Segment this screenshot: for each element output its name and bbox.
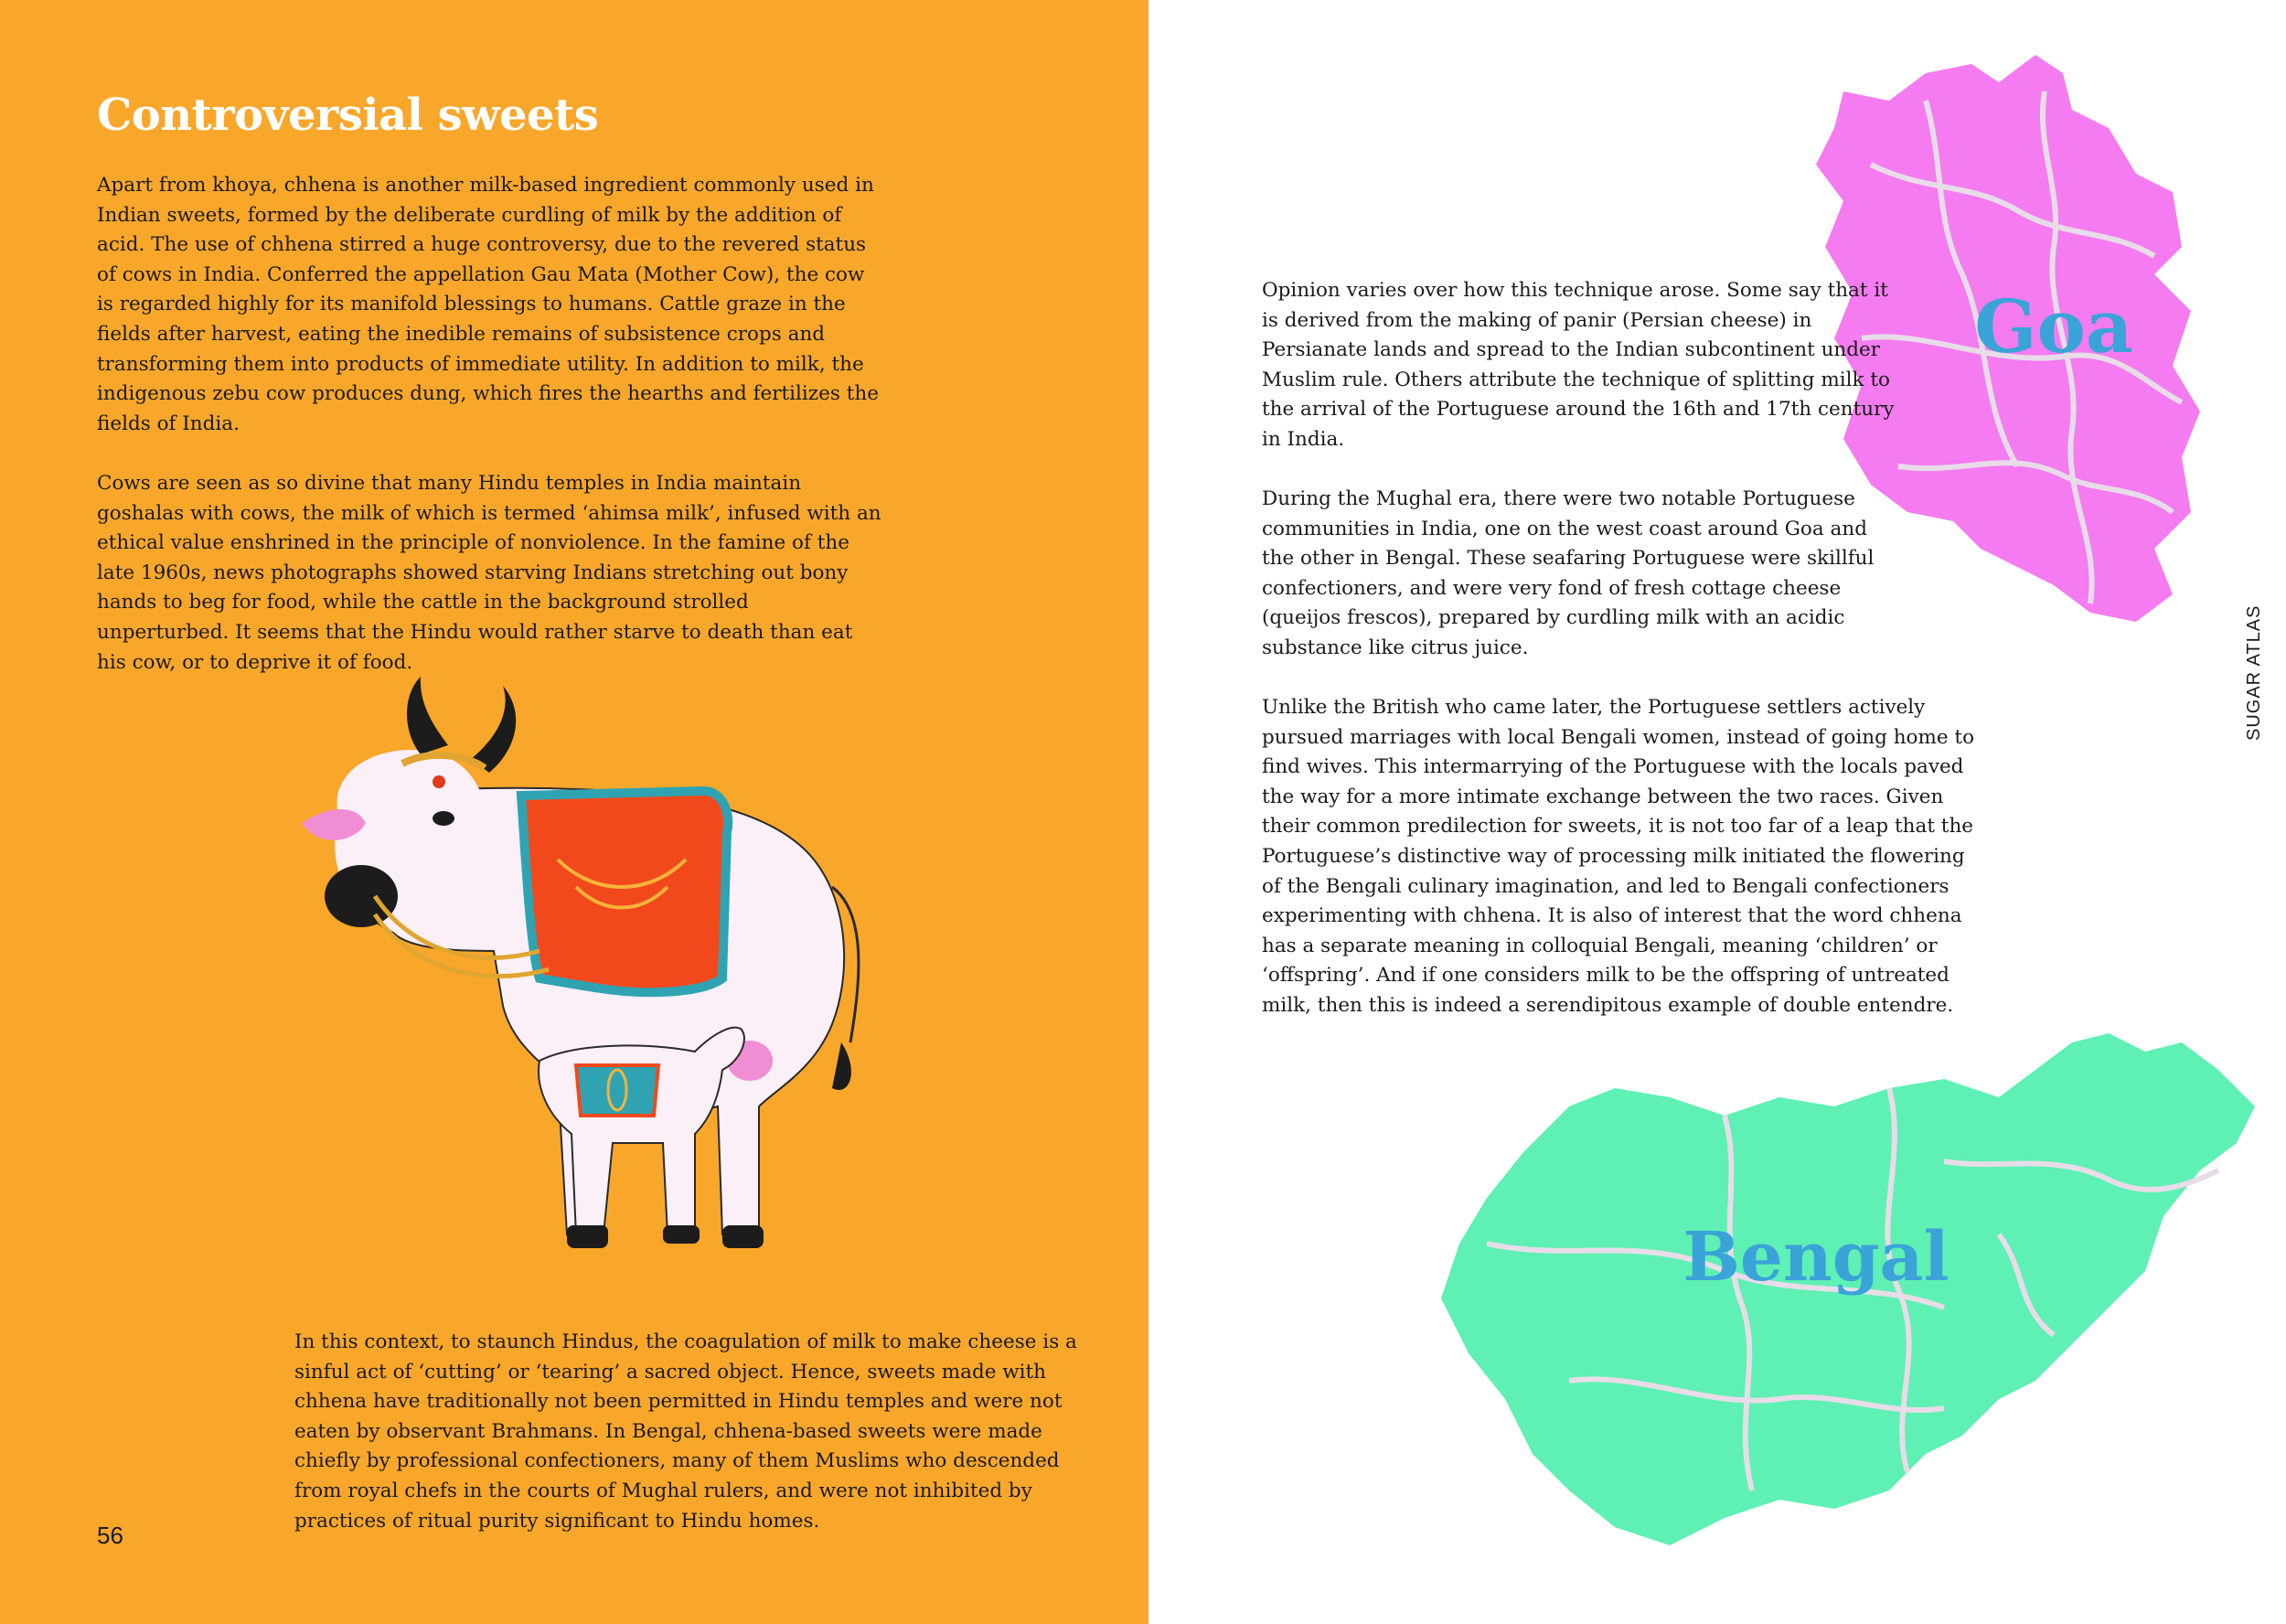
paragraph-technique-origin: Opinion varies over how this technique arose. Some say that it is derived from the making of panir (Persian cheese) in Persianate lands and spread to the Indian subcontinent under Muslim rule. Others attribute the technique of splitting milk to the arrival of the Portuguese around the 16th and 17th century in India. <box>1262 279 1895 451</box>
page-number: 56 <box>97 1522 123 1549</box>
goa-label: Goa <box>1974 283 2133 369</box>
paragraph-sinful-act: In this context, to staunch Hindus, the coagulation of milk to make cheese is a sinful act of ‘cutting’ or ‘tearing’ a sacred object. Hence, sweets made with chhena have traditionally not been permitted in Hindu temples and were not eaten by observant Brahmans. In Bengal, chhena-based sweets were made chiefly by professional confectioners, many of them Muslims who descended from royal chefs in the courts of Mughal rulers, and were not inhibited by practices of ritual purity significant to Hindu homes. <box>294 1330 1077 1533</box>
paragraph-divine-cows: Cows are seen as so divine that many Hindu temples in India maintain goshalas with cows, the milk of which is termed ‘ahimsa milk’, infused with an ethical value enshrined in the principle of nonviolence. In the famine of the late 1960s, news photographs showed starving Indians stretching out bony hands to beg for food, while the cattle in the background strolled unperturbed. It seems that the Hindu would rather starve to death than eat his cow, or to deprive it of food. <box>97 472 881 674</box>
bengal-map-illustration <box>1432 1033 2273 1555</box>
bengal-label: Bengal <box>1682 1218 1950 1297</box>
paragraph-mughal-era: During the Mughal era, there were two notable Portuguese communities in India, one on the west coast around Goa and the other in Bengal. These seafaring Portuguese were skillful confectioners, and were very fond of fresh cottage cheese (queijos frescos), prepared by curdling milk with an acidic substance like citrus juice. <box>1262 487 1875 659</box>
running-head: SUGAR ATLAS <box>2244 604 2264 741</box>
paragraph-chhena-intro: Apart from khoya, chhena is another milk-based ingredient commonly used in Indian sweets, formed by the deliberate curdling of milk by the addition of acid. The use of chhena stirred a huge controversy, due to the revered status of cows in India. Conferred the appellation Gau Mata (Mother Cow), the cow is regarded highly for its manifold blessings to humans. Cattle graze in the fields after harvest, eating the inedible remains of subsistence crops and transforming them into products of immediate utility. In addition to milk, the indigenous zebu cow produces dung, which fires the hearths and fertilizes the fields of India. <box>97 174 879 435</box>
right-page <box>1148 0 2286 1624</box>
cow-and-calf-illustration <box>265 677 997 1289</box>
paragraph-portuguese-settlers: Unlike the British who came later, the Portuguese settlers actively pursued marriages with local Bengali women, instead of going home to find wives. This intermarrying of the Portuguese with the locals paved the way for a more intimate exchange between the two races. Given their common predilection for sweets, it is not too far of a leap that the Portuguese’s distinctive way of processing milk initiated the flowering of the Bengali culinary imagination, and led to Bengali confectioners experimenting with chhena. It is also of interest that the word chhena has a separate meaning in colloquial Bengali, meaning ‘children’ or ‘offspring’. And if one considers milk to be the offspring of untreated milk, then this is indeed a serendipitous example of double entendre. <box>1262 696 1975 1017</box>
page-title: Controversial sweets <box>97 90 599 141</box>
